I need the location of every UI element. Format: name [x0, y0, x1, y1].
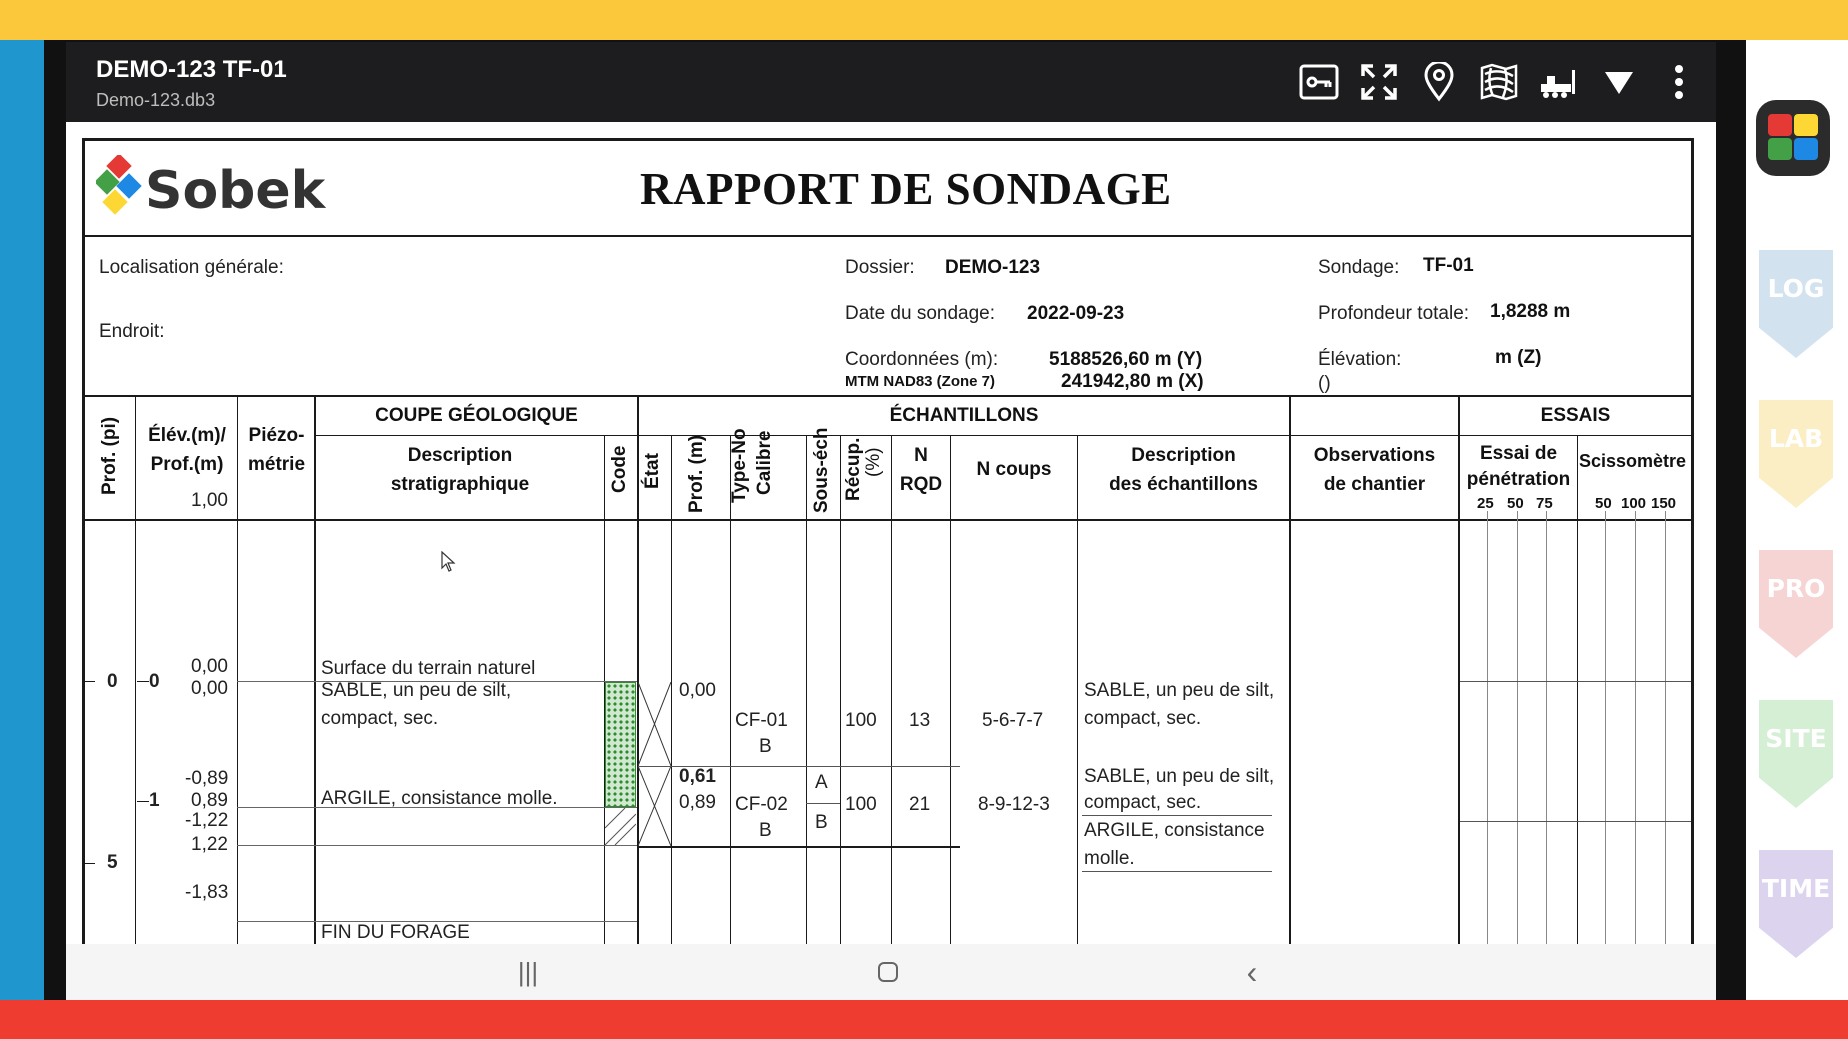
coord-y: 5188526,60 m (Y): [1049, 349, 1203, 370]
col-code: Code: [609, 445, 630, 493]
echantillons-header: ÉCHANTILLONS: [889, 405, 1039, 426]
left-banner: [0, 40, 44, 1000]
col-piezo: Piézo- métrie: [247, 425, 306, 475]
home-icon: [877, 961, 899, 983]
col-desc-ech: Description des échantillons: [1109, 445, 1258, 495]
app-title: DEMO-123 TF-01: [96, 56, 287, 83]
col-recup-unit: (%): [863, 447, 884, 477]
group-subline: [314, 435, 1691, 436]
localisation-label: Localisation générale:: [99, 257, 284, 278]
clay-pattern: [605, 808, 636, 845]
badge-label: LAB: [1768, 424, 1824, 453]
badge-shape: [1759, 400, 1833, 508]
bottom-banner: [0, 1000, 1848, 1039]
endroit-label: Endroit:: [99, 321, 165, 342]
borehole-report: Sobek RAPPORT DE SONDAGE Localisation générale: Endroit: Dossier: DEMO-123 Date du sondage: 2022-09-23 Coordonnées (m): MTM NAD83 (Zone 7) 5188526,60 m (Y) 241942,80 m (X) Sondage: TF-01 Profondeur totale: 1,8288 m Élévation: m (Z) () Prof. (pi) Élév.(m)/ Prof.(m) 1,00 Piézo- métrie COUPE GÉOLOGIQUE Description stratigraphique Code ÉCHANTILLONS État Prof. (m) Type-No Calibre Sous-éch Récup. (%) N RQD N coups Description des échantillons Observations de chantier ESSAIS Essai de pénétration 25 50 75 Scissomètre 50 100 150 0 5 0 1 0,00 0,00 -0,89 0,89 -1,22 1,22 -1,83 Surface du terrain naturel SABLE, un peu de silt, compact, sec. ARGILE, consistance molle. FIN DU FORAGE 0,00 CF-01 B 100 13 5-6-7-7 SABLE, un peu de silt, compact, sec. 0,61 0,89 CF-02 B A B 100 21 8-9-12-3 SABLE, un peu de silt, compact, sec. ARGILE, consistance molle.: [82, 138, 1694, 944]
badge-label: TIME: [1761, 874, 1831, 903]
app-subtitle: Demo-123.db3: [96, 90, 216, 110]
table-header-line: [85, 519, 1691, 521]
app-bar: [66, 42, 1716, 122]
badge-shape: [1759, 550, 1833, 658]
elevation-value: m (Z): [1495, 347, 1542, 368]
coord-x: 241942,80 m (X): [1061, 371, 1204, 392]
back-button[interactable]: ‹: [1246, 953, 1258, 990]
stratum-sable-2: compact, sec.: [321, 708, 439, 729]
depth-ft-0: 0: [107, 671, 118, 692]
report-viewer[interactable]: [66, 122, 1716, 944]
sondage-label: Sondage:: [1318, 257, 1400, 278]
location-pin-icon[interactable]: [1418, 61, 1460, 103]
coords-label: Coordonnées (m):: [845, 349, 999, 370]
col-prof-pi: Prof. (pi): [99, 416, 120, 495]
divider: [85, 235, 1691, 237]
col-n-coups: N coups: [976, 459, 1052, 480]
table-top-line: [85, 395, 1691, 397]
report-title: RAPPORT DE SONDAGE: [640, 164, 1172, 214]
map-layers-icon[interactable]: [1478, 61, 1520, 103]
app-badge-time[interactable]: [1759, 850, 1833, 958]
depth-m-1: 1: [149, 790, 160, 811]
coords-system: MTM NAD83 (Zone 7): [845, 373, 995, 390]
sample-1-state: [638, 682, 671, 766]
sample-2-type: CF-02: [735, 794, 788, 815]
stratum-sable: SABLE, un peu de silt,: [321, 680, 512, 701]
col-recup: Récup.: [843, 437, 864, 501]
sondage-value: TF-01: [1423, 255, 1474, 276]
col-type-no: Type-No: [729, 428, 750, 503]
sobek-squares-icon: [1756, 100, 1830, 176]
date-label: Date du sondage:: [845, 303, 996, 324]
stratum-argile: ARGILE, consistance molle.: [321, 788, 558, 809]
drill-rig-icon[interactable]: [1538, 61, 1580, 103]
elevation-label: Élévation:: [1318, 349, 1402, 370]
recents-button[interactable]: |||: [517, 956, 539, 987]
col-observations: Observations de chantier: [1313, 445, 1436, 495]
sobek-app-icon[interactable]: [1756, 100, 1830, 176]
date-value: 2022-09-23: [1027, 303, 1125, 324]
android-nav-bar: [66, 944, 1716, 1000]
col-etat: État: [642, 453, 663, 489]
col-prof-m: Prof. (m): [686, 434, 707, 513]
dossier-value: DEMO-123: [945, 257, 1041, 278]
badge-shape: [1759, 250, 1833, 358]
essais-header: ESSAIS: [1540, 405, 1611, 426]
col-scissometre: Scissomètre: [1579, 451, 1687, 471]
home-button[interactable]: [868, 954, 908, 990]
key-icon[interactable]: [1298, 61, 1340, 103]
badge-label: PRO: [1766, 574, 1826, 603]
logo-wordmark: Sobek: [145, 161, 326, 221]
badge-shape: [1759, 850, 1833, 958]
col-calibre: Calibre: [754, 430, 775, 495]
app-badge-pro[interactable]: [1759, 550, 1833, 658]
sample-1-type: CF-01: [735, 710, 788, 731]
sample-2-state: [638, 766, 671, 846]
sobek-logo-icon: [96, 155, 144, 227]
sand-pattern: [605, 682, 636, 807]
coupe-geologique-header: COUPE GÉOLOGIQUE: [375, 405, 578, 426]
mouse-cursor-icon: [441, 551, 457, 573]
stratum-fin: FIN DU FORAGE: [321, 922, 470, 943]
top-banner: [0, 0, 1848, 40]
badge-label: SITE: [1765, 724, 1827, 753]
col-elev: Élév.(m)/ Prof.(m): [148, 425, 226, 475]
col-n-rqd: N RQD: [899, 445, 943, 495]
app-badge-log[interactable]: [1759, 250, 1833, 358]
profondeur-value: 1,8288 m: [1490, 301, 1571, 322]
depth-ft-5: 5: [107, 852, 118, 873]
app-badge-site[interactable]: [1759, 700, 1833, 808]
fullscreen-icon[interactable]: [1358, 61, 1400, 103]
more-vert-icon[interactable]: [1658, 61, 1700, 103]
stratum-surface: Surface du terrain naturel: [321, 658, 536, 679]
col-sous-ech: Sous-éch: [811, 427, 832, 513]
elev-scale: 1,00: [191, 490, 228, 511]
badge-shape: [1759, 700, 1833, 808]
profondeur-label: Profondeur totale:: [1318, 303, 1470, 324]
app-badge-lab[interactable]: [1759, 400, 1833, 508]
dropdown-icon[interactable]: [1598, 61, 1640, 103]
depth-m-0: 0: [149, 671, 160, 692]
col-essai-penetration: Essai de pénétration: [1466, 443, 1571, 490]
badge-label: LOG: [1767, 274, 1825, 303]
elevation-extra: (): [1318, 373, 1331, 394]
dossier-label: Dossier:: [845, 257, 915, 278]
col-desc-strat: Description stratigraphique: [390, 445, 530, 495]
